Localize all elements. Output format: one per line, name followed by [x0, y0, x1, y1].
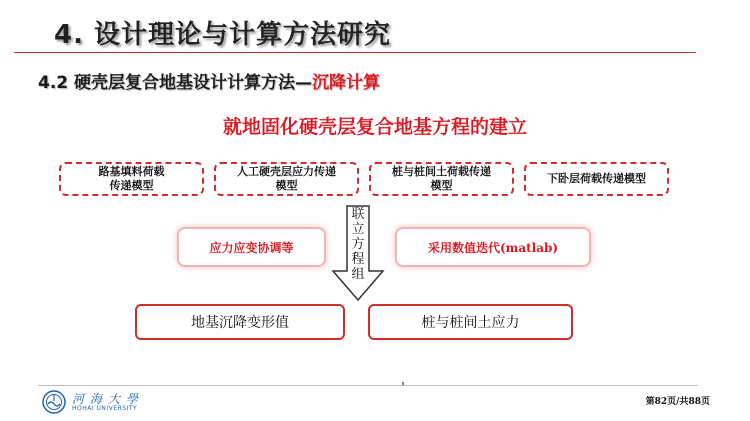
equation-arrow	[331, 205, 385, 301]
model-box-line: 桩与桩间土荷载传递	[392, 165, 491, 178]
result-box-stress: 桩与桩间土应力	[368, 304, 573, 340]
model-box-subgrade-fill	[59, 162, 204, 196]
arrow-char: 程	[351, 252, 365, 267]
subtitle-prefix: 4.2 硬壳层复合地基设计计算方法—	[38, 73, 313, 93]
model-box-line: 传递模型	[109, 179, 154, 192]
model-box-underlying-layer	[524, 162, 669, 196]
logo-chinese-name: 河海大學	[72, 392, 145, 406]
section-subtitle	[38, 68, 380, 93]
footer-divider	[38, 385, 698, 386]
slide-title: 4. 设计理论与计算方法研究	[54, 20, 392, 50]
footer-tick	[402, 382, 404, 385]
logo-english-name: HOHAI UNIVERSITY	[72, 405, 138, 412]
model-box-line: 模型	[430, 179, 453, 192]
emblem-icon	[42, 390, 66, 414]
diagram-heading: 就地固化硬壳层复合地基方程的建立	[222, 116, 527, 138]
model-box-line: 下卧层荷载传递模型	[547, 172, 646, 185]
subtitle-highlight: 沉降计算	[312, 73, 381, 93]
model-box-line: 模型	[275, 179, 298, 192]
model-box-line: 路基填料荷载	[98, 165, 165, 178]
title-divider	[14, 52, 696, 53]
university-logo	[42, 390, 162, 416]
arrow-char: 立	[351, 222, 365, 237]
arrow-char: 联	[351, 207, 365, 222]
method-box-coordination: 应力应变协调等	[179, 229, 324, 265]
result-box-settlement: 地基沉降变形值	[135, 304, 345, 340]
arrow-char: 方	[351, 237, 365, 252]
model-box-hard-crust	[214, 162, 359, 196]
model-box-line: 人工硬壳层应力传递	[237, 165, 336, 178]
method-box-numerical-iteration: 采用数值迭代(matlab)	[397, 229, 589, 265]
arrow-char: 组	[351, 267, 365, 282]
arrow-label	[331, 207, 385, 282]
page-number: 第82页/共88页	[645, 397, 710, 407]
model-box-pile-soil	[369, 162, 514, 196]
